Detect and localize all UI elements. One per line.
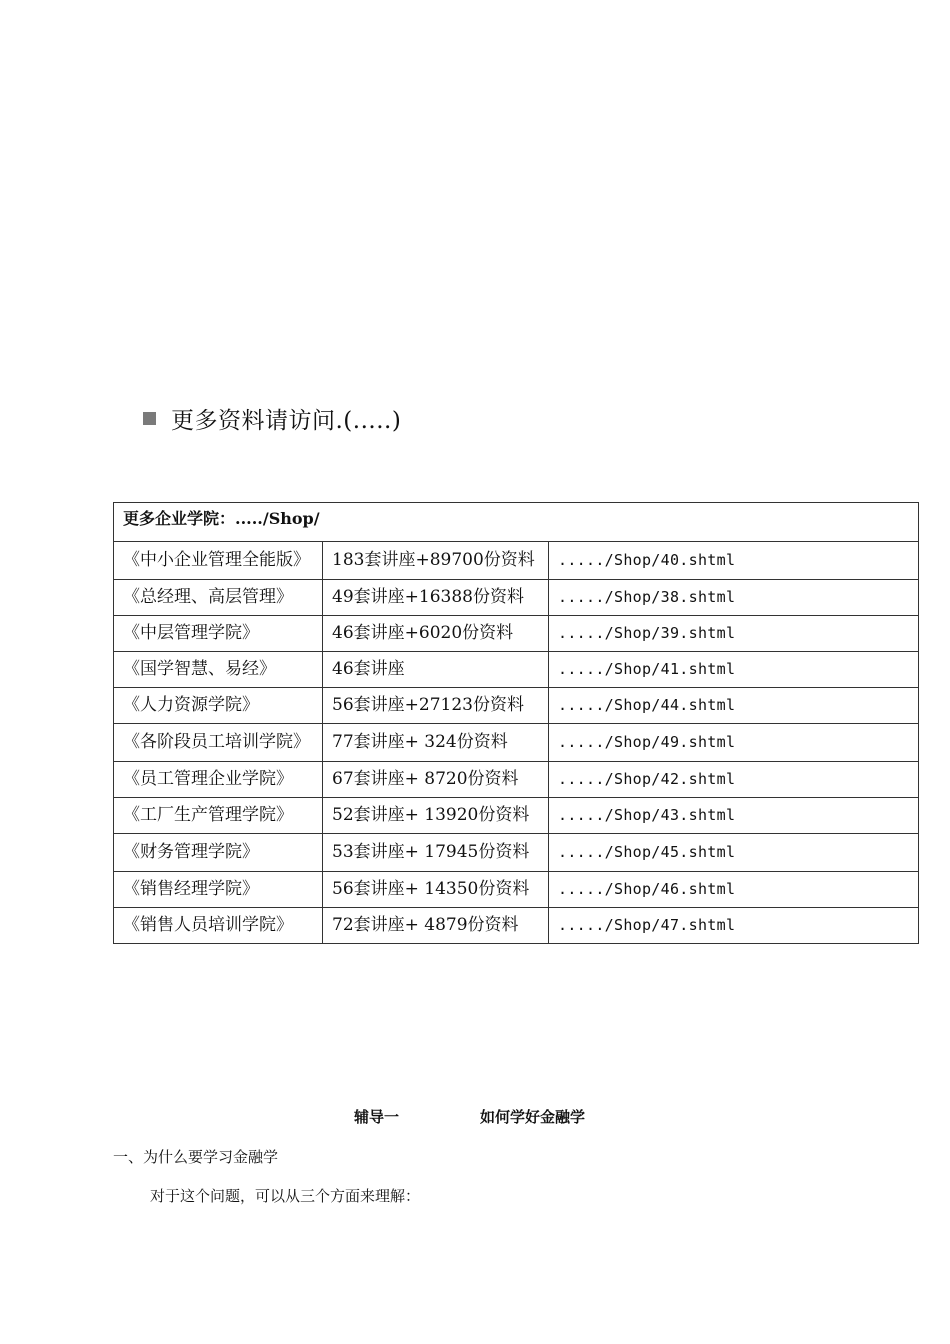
chapter-title: 如何学好金融学 xyxy=(480,1108,586,1126)
table-row xyxy=(114,762,919,798)
table-row xyxy=(114,724,919,762)
table-header: 更多企业学院：...../Shop/ xyxy=(114,503,919,542)
row-link[interactable]: ...../Shop/38.shtml xyxy=(549,580,919,616)
row-link[interactable]: ...../Shop/49.shtml xyxy=(549,724,919,762)
row-name: 《员工管理企业学院》 xyxy=(114,762,323,798)
row-link[interactable]: ...../Shop/43.shtml xyxy=(549,798,919,834)
table-header-row xyxy=(114,503,919,542)
table-row xyxy=(114,580,919,616)
table-row xyxy=(114,834,919,872)
row-count: 72套讲座+ 4879份资料 xyxy=(323,908,549,944)
row-count: 183套讲座+89700份资料 xyxy=(323,542,549,580)
row-link[interactable]: ...../Shop/39.shtml xyxy=(549,616,919,652)
chapter-label: 辅导一 xyxy=(354,1108,400,1126)
promo-banner-text: 更多资料请访问.(.....) xyxy=(171,408,402,434)
row-link[interactable]: ...../Shop/46.shtml xyxy=(549,872,919,908)
row-name: 《各阶段员工培训学院》 xyxy=(114,724,323,762)
row-name: 《销售经理学院》 xyxy=(114,872,323,908)
row-count: 52套讲座+ 13920份资料 xyxy=(323,798,549,834)
row-count: 46套讲座+6020份资料 xyxy=(323,616,549,652)
row-link[interactable]: ...../Shop/41.shtml xyxy=(549,652,919,688)
row-name: 《财务管理学院》 xyxy=(114,834,323,872)
square-bullet-icon xyxy=(143,412,156,425)
table-row xyxy=(114,616,919,652)
table-row xyxy=(114,542,919,580)
section-title: 一、为什么要学习金融学 xyxy=(113,1148,279,1166)
row-count: 46套讲座 xyxy=(323,652,549,688)
table-row xyxy=(114,652,919,688)
row-link[interactable]: ...../Shop/42.shtml xyxy=(549,762,919,798)
row-count: 67套讲座+ 8720份资料 xyxy=(323,762,549,798)
catalog-table xyxy=(113,502,919,944)
row-link[interactable]: ...../Shop/45.shtml xyxy=(549,834,919,872)
row-name: 《人力资源学院》 xyxy=(114,688,323,724)
promo-banner xyxy=(143,402,401,435)
row-name: 《总经理、高层管理》 xyxy=(114,580,323,616)
row-link[interactable]: ...../Shop/47.shtml xyxy=(549,908,919,944)
row-name: 《中小企业管理全能版》 xyxy=(114,542,323,580)
row-count: 49套讲座+16388份资料 xyxy=(323,580,549,616)
table-row xyxy=(114,798,919,834)
row-count: 56套讲座+ 14350份资料 xyxy=(323,872,549,908)
row-count: 56套讲座+27123份资料 xyxy=(323,688,549,724)
row-name: 《工厂生产管理学院》 xyxy=(114,798,323,834)
row-name: 《中层管理学院》 xyxy=(114,616,323,652)
table-row xyxy=(114,872,919,908)
row-link[interactable]: ...../Shop/40.shtml xyxy=(549,542,919,580)
table-row xyxy=(114,908,919,944)
row-name: 《销售人员培训学院》 xyxy=(114,908,323,944)
row-count: 77套讲座+ 324份资料 xyxy=(323,724,549,762)
row-link[interactable]: ...../Shop/44.shtml xyxy=(549,688,919,724)
row-name: 《国学智慧、易经》 xyxy=(114,652,323,688)
body-paragraph: 对于这个问题，可以从三个方面来理解： xyxy=(150,1187,421,1205)
table-row xyxy=(114,688,919,724)
row-count: 53套讲座+ 17945份资料 xyxy=(323,834,549,872)
